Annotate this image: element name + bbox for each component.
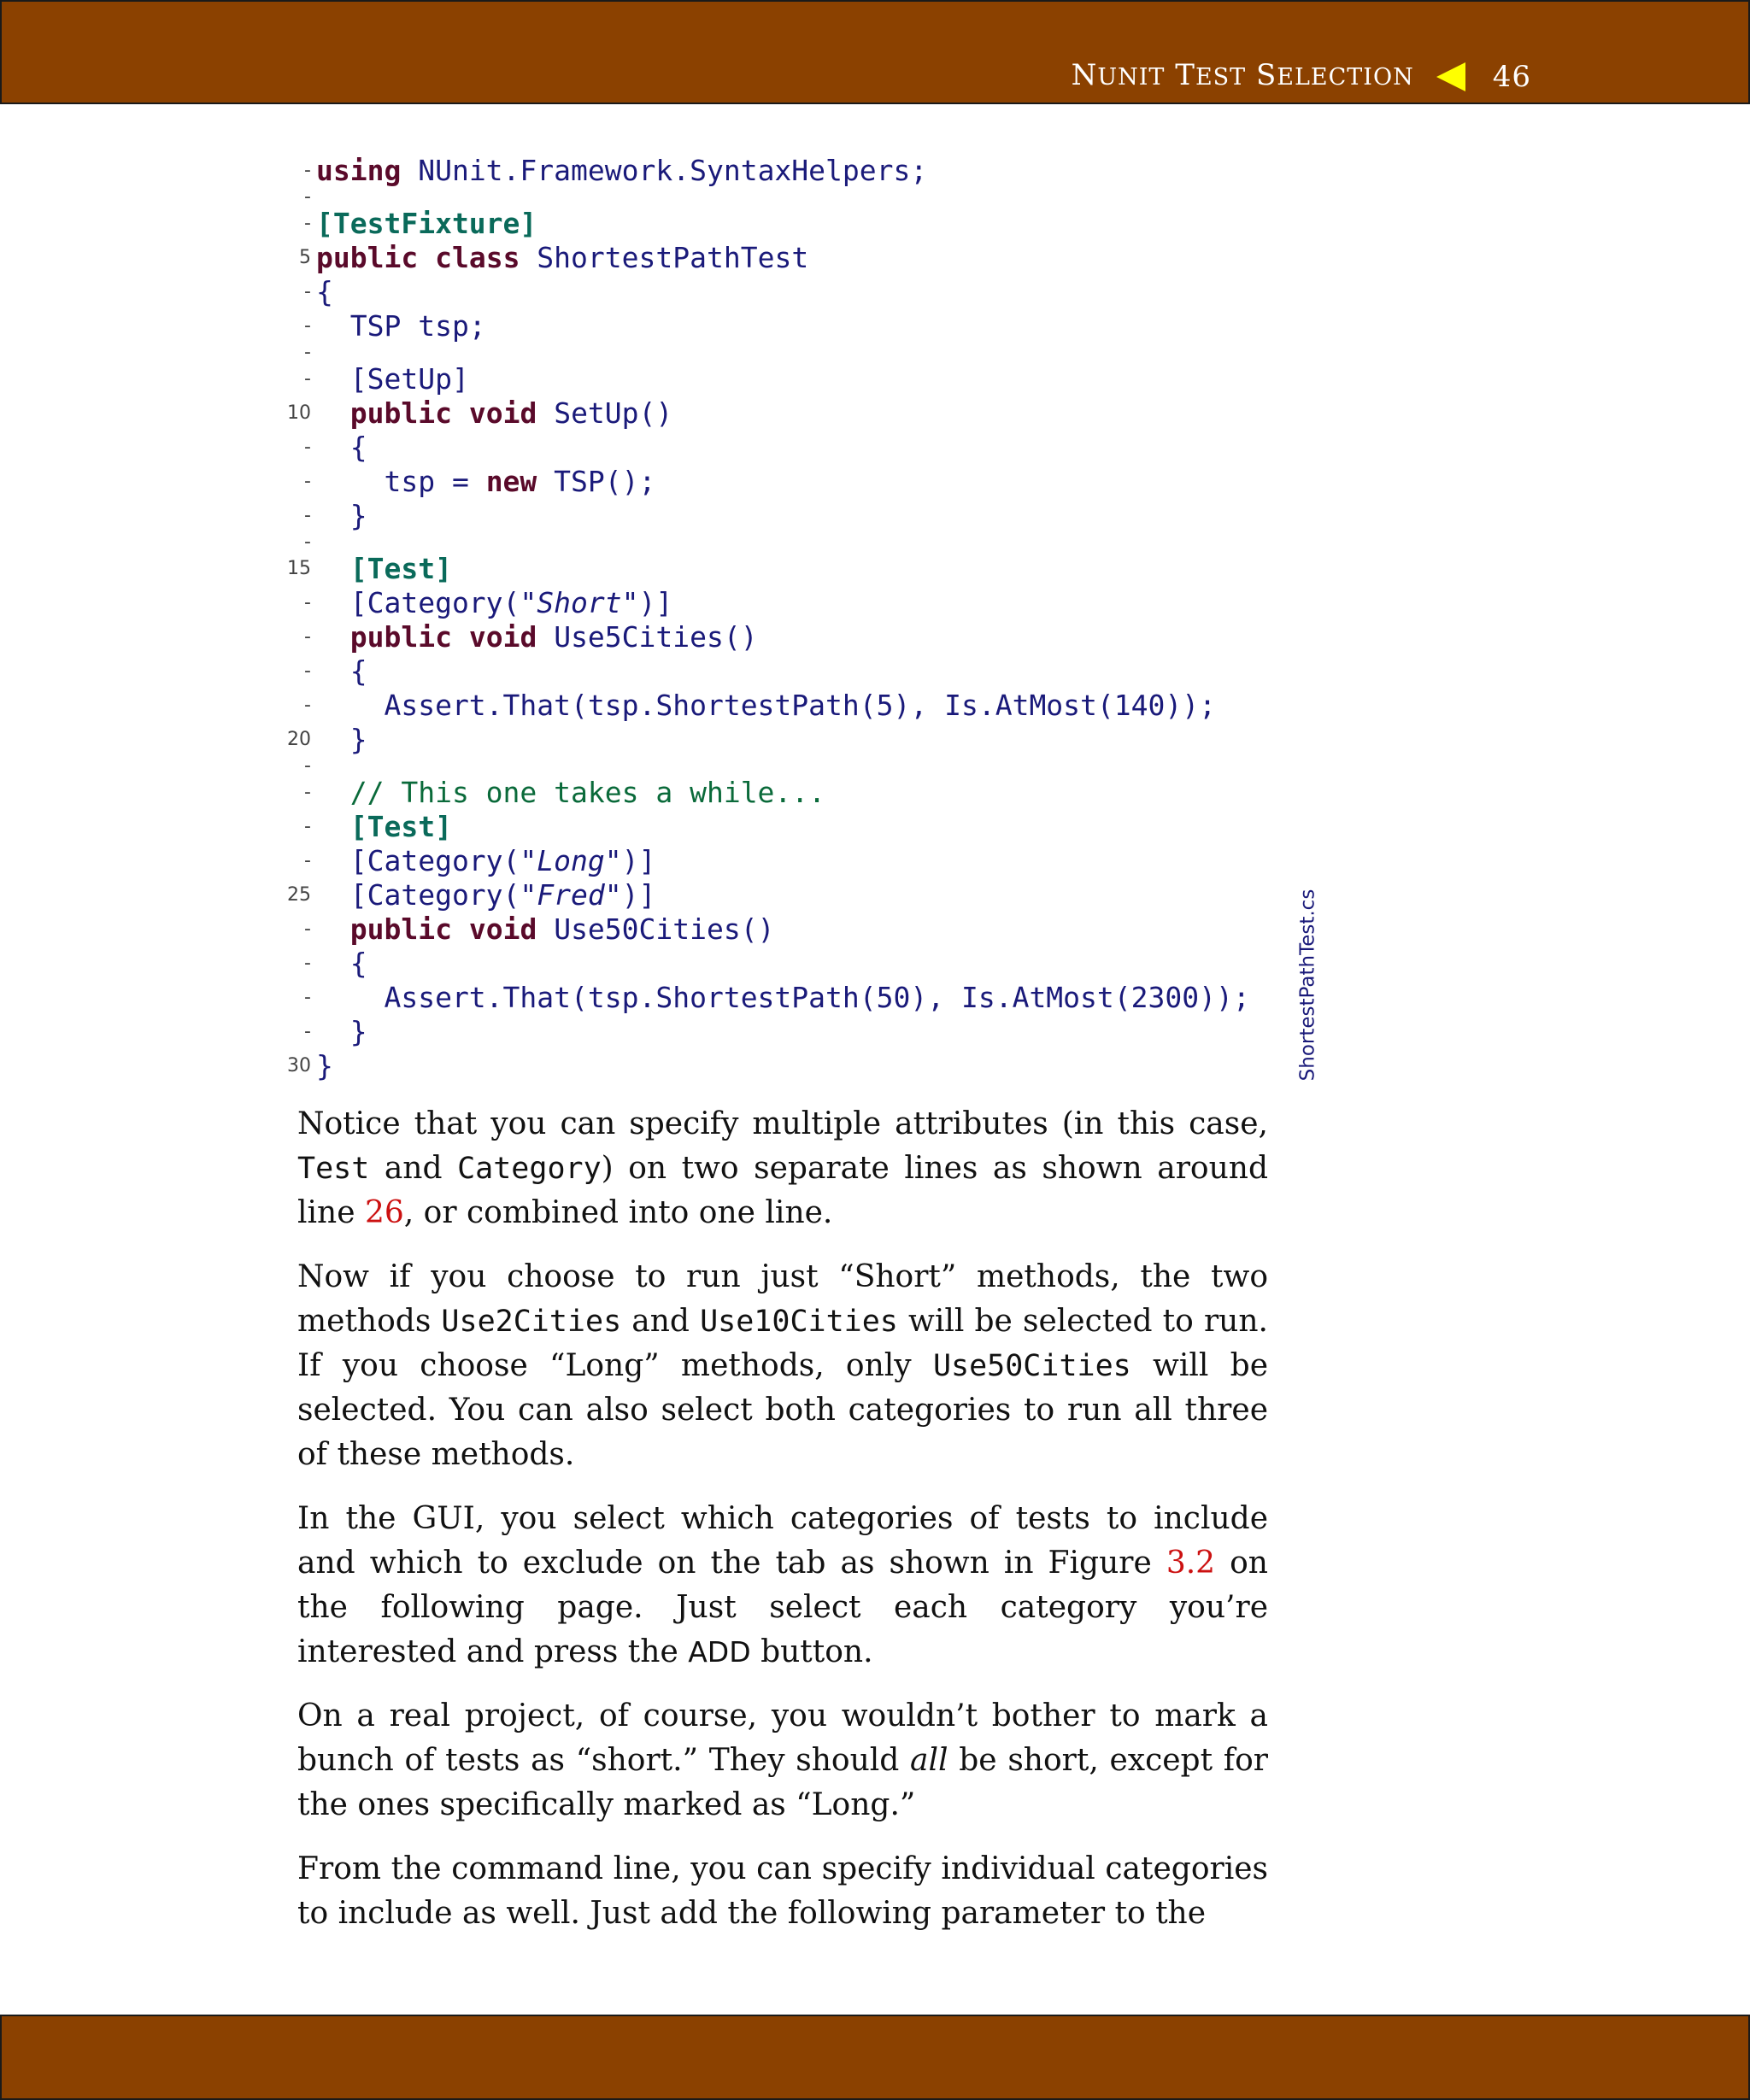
code-line (287, 1049, 1290, 1083)
code-token (452, 912, 469, 946)
inline-code: Use10Cities (700, 1305, 898, 1339)
code-line (304, 465, 1290, 499)
line-number: - (304, 660, 311, 682)
code-line (299, 241, 1290, 275)
code-token: )] (638, 586, 673, 619)
code-token: void (468, 912, 537, 946)
code-token: // This one takes a while... (316, 776, 826, 809)
code-line (304, 431, 1290, 465)
body-text (297, 1102, 1268, 1956)
line-reference-link[interactable]: 26 (364, 1195, 404, 1230)
line-number: 30 (287, 1055, 311, 1076)
line-number: - (304, 160, 311, 181)
code-line (304, 689, 1290, 723)
code-line (304, 947, 1290, 981)
line-number: 10 (287, 402, 311, 424)
line-number: - (304, 782, 311, 803)
figure-reference-link[interactable]: 3.2 (1166, 1546, 1216, 1581)
code-line (304, 275, 1290, 309)
code-token: "Fred" (520, 878, 622, 912)
code-token: { (316, 947, 367, 980)
code-line (304, 531, 1290, 553)
line-number: 15 (287, 558, 311, 579)
code-token: { (316, 654, 367, 688)
code-line (287, 878, 1290, 912)
code-token: SetUp() (537, 396, 673, 430)
code-line (304, 912, 1290, 947)
line-number: - (304, 186, 311, 208)
inline-code: Test (297, 1152, 370, 1186)
code-line (304, 586, 1290, 620)
code-token: NUnit.Framework.SyntaxHelpers; (401, 154, 928, 187)
line-number: 5 (299, 247, 311, 268)
code-line (304, 755, 1290, 777)
line-number: - (304, 1021, 311, 1042)
line-number: - (304, 471, 311, 492)
inline-code: Use50Cities (932, 1349, 1131, 1383)
code-token (316, 810, 350, 843)
line-number: - (304, 531, 311, 553)
code-token: } (316, 1049, 333, 1082)
code-line (304, 654, 1290, 689)
code-token: [Category( (316, 844, 520, 877)
paragraph-2: Now if you choose to run just “Short” methods, the two methods Use2Cities and Use10Cities will be selected to run. If you choose “Long” methods, only Use50Cities will be selected. You can also select both categories to run all three of these methods. (297, 1259, 1268, 1472)
code-token: )] (621, 878, 656, 912)
code-line (287, 396, 1290, 431)
paragraph-3: In the GUI, you select which categories of tests to include and which to exclude on the tab as shown in Figure 3.2 on the following page. Just select each category you’re interested and press the ADD button. (297, 1501, 1268, 1669)
line-number: 20 (287, 729, 311, 750)
code-token: tsp = (316, 465, 486, 498)
inline-code: Category (457, 1152, 602, 1186)
code-line (304, 776, 1290, 810)
code-token: Assert.That(tsp.ShortestPath(5), Is.AtMost(140)); (316, 689, 1216, 722)
line-number: - (304, 213, 311, 234)
code-token (316, 552, 350, 585)
code-line (304, 362, 1290, 396)
code-token: Use5Cities() (537, 620, 758, 654)
line-number: - (304, 755, 311, 777)
code-line (287, 552, 1290, 586)
code-token: new (485, 465, 537, 498)
code-token: using (316, 154, 402, 187)
code-line (304, 1015, 1290, 1049)
line-number: - (304, 626, 311, 648)
code-token (452, 396, 469, 430)
code-token (316, 396, 350, 430)
paragraph-1: Notice that you can specify multiple attributes (in this case, Test and Category) on two separate lines as shown around line 26, or combined into one line. (297, 1106, 1269, 1230)
code-token: [Test] (349, 552, 452, 585)
paragraph-4: On a real project, of course, you wouldn’t bother to mark a bunch of tests as “short.” They should all be short, except for the ones specifically marked as “Long.” (297, 1698, 1268, 1822)
code-token: } (316, 499, 367, 532)
code-token: public (316, 241, 419, 274)
code-line (287, 723, 1290, 757)
code-token: [TestFixture] (316, 207, 537, 240)
line-number: - (304, 437, 311, 458)
code-token: Assert.That(tsp.ShortestPath(50), Is.AtMost(2300)); (316, 981, 1250, 1014)
code-line (304, 309, 1290, 343)
code-listing (287, 154, 1290, 1083)
line-number: - (304, 281, 311, 302)
code-token: void (468, 620, 537, 654)
code-token (418, 241, 435, 274)
code-token (452, 620, 469, 654)
previous-page-triangle-icon[interactable] (1436, 62, 1465, 91)
button-name: ADD (688, 1635, 751, 1669)
footer-bar (0, 2015, 1750, 2100)
code-file-label: ShortestPathTest.cs (1296, 889, 1319, 1081)
line-number: - (304, 816, 311, 837)
line-number: - (304, 592, 311, 613)
code-token: "Long" (520, 844, 622, 877)
line-number: - (304, 368, 311, 390)
code-token: ShortestPathTest (520, 241, 809, 274)
code-token: [Category( (316, 878, 520, 912)
code-line (304, 154, 1290, 188)
code-line (304, 810, 1290, 844)
line-number: - (304, 505, 311, 526)
code-token: "Short" (520, 586, 639, 619)
code-token: void (468, 396, 537, 430)
line-number: - (304, 315, 311, 337)
code-token (316, 912, 350, 946)
code-token: } (316, 723, 367, 756)
code-token: public (349, 620, 452, 654)
code-line (304, 981, 1290, 1015)
line-number: - (304, 987, 311, 1008)
code-token: )] (621, 844, 656, 877)
page-number: 46 (1492, 59, 1531, 94)
code-line (304, 499, 1290, 533)
line-number: - (304, 850, 311, 871)
code-token: [SetUp] (316, 362, 469, 396)
running-head-title: NUNIT TEST SELECTION (1071, 58, 1414, 92)
line-number: - (304, 953, 311, 974)
code-token: class (435, 241, 520, 274)
code-token: TSP tsp; (316, 309, 486, 343)
code-token: TSP(); (537, 465, 656, 498)
paragraph-5: From the command line, you can specify individual categories to include as well. Just add the following parameter to the (297, 1851, 1268, 1931)
code-token: [Category( (316, 586, 520, 619)
code-token: public (349, 912, 452, 946)
line-number: - (304, 342, 311, 363)
code-token: } (316, 1015, 367, 1048)
code-line (304, 342, 1290, 363)
code-token: { (316, 431, 367, 464)
code-line (304, 186, 1290, 208)
running-head (1072, 58, 1531, 95)
code-token: { (316, 275, 333, 308)
code-line (304, 620, 1290, 654)
code-token: Use50Cities() (537, 912, 775, 946)
header-bar (0, 0, 1750, 104)
code-line (304, 207, 1290, 241)
line-number: 25 (287, 884, 311, 906)
code-token (316, 620, 350, 654)
line-number: - (304, 695, 311, 716)
code-token: [Test] (349, 810, 452, 843)
code-line (304, 844, 1290, 878)
line-number: - (304, 918, 311, 940)
code-token: public (349, 396, 452, 430)
inline-code: Use2Cities (441, 1305, 622, 1339)
